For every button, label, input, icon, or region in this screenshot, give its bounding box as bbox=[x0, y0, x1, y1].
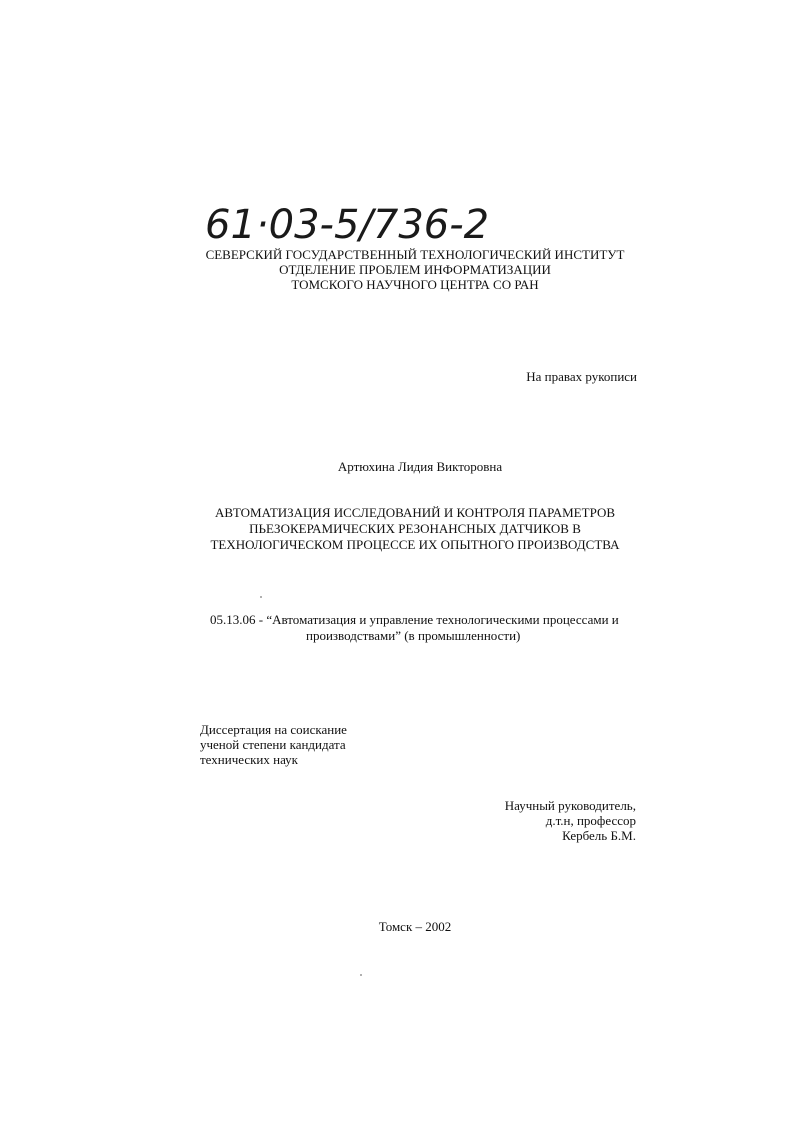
header-center: ТОМСКОГО НАУЧНОГО ЦЕНТРА СО РАН bbox=[291, 277, 539, 292]
supervisor-label: Научный руководитель, bbox=[504, 798, 636, 813]
scan-speck bbox=[260, 596, 262, 598]
supervisor-degree: д.т.н, профессор bbox=[545, 813, 636, 828]
degree-line-3: технических наук bbox=[200, 752, 299, 767]
scan-speck bbox=[360, 974, 362, 976]
manuscript-note: На правах рукописи bbox=[526, 369, 637, 384]
degree-line-1: Диссертация на соискание bbox=[200, 722, 347, 737]
handwritten-archive-mark bbox=[205, 196, 545, 248]
degree-line-2: ученой степени кандидата bbox=[200, 737, 346, 752]
header-department: ОТДЕЛЕНИЕ ПРОБЛЕМ ИНФОРМАТИЗАЦИИ bbox=[279, 262, 551, 277]
thesis-title-line-3: ТЕХНОЛОГИЧЕСКОМ ПРОЦЕССЕ ИХ ОПЫТНОГО ПРОИЗВОДСТВА bbox=[210, 537, 620, 552]
thesis-title-line-2: ПЬЕЗОКЕРАМИЧЕСКИХ РЕЗОНАНСНЫХ ДАТЧИКОВ В bbox=[249, 521, 581, 536]
supervisor-name: Кербель Б.М. bbox=[562, 828, 636, 843]
archive-mark-text: 61·03-5/736-2 bbox=[205, 202, 490, 248]
place-year: Томск – 2002 bbox=[378, 919, 452, 934]
specialty-line-1: 05.13.06 - “Автоматизация и управление технологическими процессами и bbox=[210, 612, 619, 627]
specialty-line-2: производствами” (в промышленности) bbox=[306, 628, 521, 643]
header-institute: СЕВЕРСКИЙ ГОСУДАРСТВЕННЫЙ ТЕХНОЛОГИЧЕСКИЙ ИНСТИТУТ bbox=[205, 247, 625, 262]
thesis-title-line-1: АВТОМАТИЗАЦИЯ ИССЛЕДОВАНИЙ И КОНТРОЛЯ ПАРАМЕТРОВ bbox=[214, 505, 616, 520]
author-name: Артюхина Лидия Викторовна bbox=[337, 459, 503, 474]
